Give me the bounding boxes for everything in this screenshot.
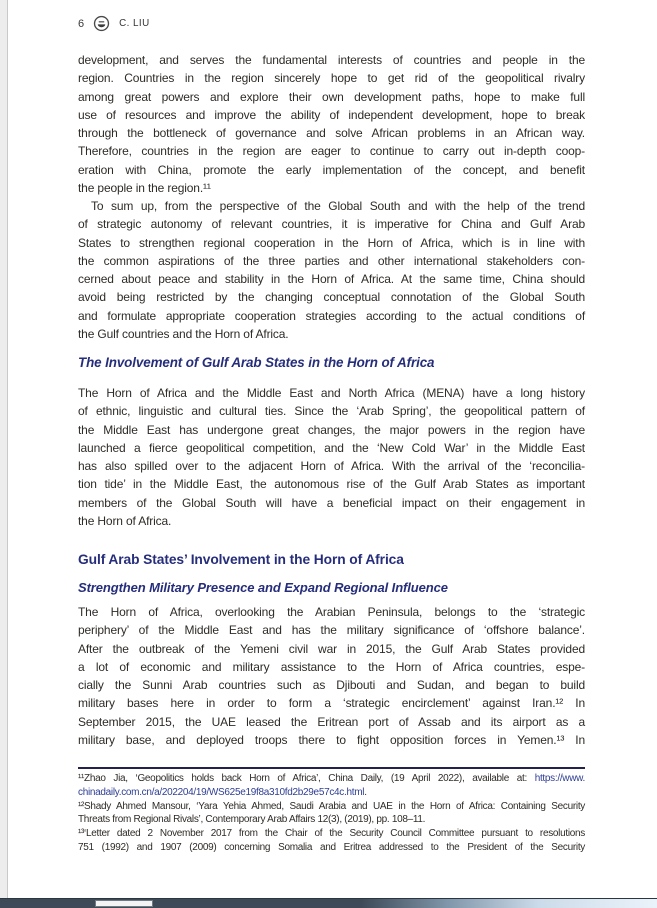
footnote-line: ¹³‘Letter dated 2 November 2017 from the Chair of the Security Council Committee pursuant to resolutions: [78, 828, 585, 840]
text-line: cerned about peace and stability in the Horn of Africa. At the same time, China should: [78, 272, 585, 286]
subsection-heading: Strengthen Military Presence and Expand Regional Influence: [78, 580, 448, 595]
running-author: C. LIU: [119, 18, 150, 29]
paragraph: [78, 51, 585, 197]
paragraph: [78, 603, 585, 749]
text-line: among great powers and explore their own development paths, hope to make full: [78, 89, 585, 104]
text-line: launched a fierce geopolitical competition, and the ‘New Cold War’ in the Middle East: [78, 440, 585, 455]
text-line: military bases here in order to form a ‘strategic encirclement’ against Iran.¹² In: [78, 696, 585, 711]
text-line: region. Countries in the region sincerely hope to get rid of the geopolitical rivalry: [78, 71, 585, 86]
text-line: States to strengthen regional cooperation in the Horn of Africa, which is in line with: [78, 235, 585, 250]
text-line: After the outbreak of the Yemeni civil war in 2015, the Gulf Arab States provided: [78, 641, 585, 656]
text-line: has also spilled over to the adjacent Horn of Africa. With the arrival of the ‘reconcilia-: [78, 459, 585, 473]
footnote-line: ¹²Shady Ahmed Mansour, ‘Yara Yehia Ahmed, Saudi Arabia and UAE in the Horn of Africa: Containing Security: [78, 800, 585, 812]
footnote-line: [78, 772, 585, 786]
text-line: avoid being restricted by the changing conceptual connotation of the Global South: [78, 290, 585, 305]
footnote-url-link[interactable]: https://www.: [534, 773, 585, 784]
text-line: of ethnic, linguistic and cultural ties. Since the ‘Arab Spring’, the geopolitical pattern of: [78, 404, 585, 419]
text-line: through the bottleneck of governance and solve African problems in an African way.: [78, 126, 585, 140]
publisher-logo-icon: [93, 15, 110, 32]
text-line: military base, and deployed troops there to fight opposition forces in Yemen.¹³ In: [78, 732, 585, 747]
text-line: periphery’ of the Middle East and has the military significance of ‘offshore balance’.: [78, 623, 585, 638]
text-line: the people in the region.¹¹: [78, 180, 211, 195]
footnote-line: [78, 786, 585, 800]
text-line: and formulate appropriate cooperation strategies according to the actual conditions of: [78, 308, 585, 323]
page-number: 6: [78, 17, 85, 30]
text-line: To sum up, from the perspective of the Global South and with the help of the trend: [91, 199, 585, 213]
text-line: use of resources and improve the ability of independent development, hope to break: [78, 107, 585, 122]
text-line: the Gulf countries and the Horn of Africa.: [78, 326, 289, 341]
text-line: members of the Global South will have a beneficial impact on their engagement in: [78, 495, 585, 510]
text-line: of strategic autonomy of relevant countries, it is imperative for China and Gulf Arab: [78, 217, 585, 232]
text-line: development, and serves the fundamental interests of countries and people in the: [78, 53, 585, 67]
running-header: [78, 15, 150, 32]
footnote-text: .: [364, 786, 367, 798]
text-line: cially the Sunni Arab countries such as Djibouti and Sudan, and began to build: [78, 678, 585, 692]
text-line: the common aspirations of the three parties and other international stakeholders con-: [78, 253, 585, 268]
text-line: the Middle East has undergone great changes, the major powers in the region have: [78, 422, 585, 437]
page-edge-strip: [0, 0, 8, 908]
section-heading: Gulf Arab States’ Involvement in the Horn of Africa: [78, 552, 404, 567]
text-line: Therefore, countries in the region are eager to continue to carry out in-depth coop-: [78, 144, 585, 159]
footnote-line: 751 (1992) and 1907 (2009) concerning Somalia and Eritrea addressed to the President of the Security: [78, 841, 585, 853]
paragraph: [78, 197, 585, 343]
footnote-line: Threats from Regional Rivals’, Contemporary Arab Affairs 12(3), (2019), pp. 108–11.: [78, 814, 426, 826]
footnote-text: ¹¹Zhao Jia, ‘Geopolitics holds back Horn of Africa’, China Daily, (19 April 2022), available at:: [78, 773, 535, 784]
text-line: The Horn of Africa, overlooking the Arabian Peninsula, belongs to the ‘strategic: [78, 605, 585, 619]
horizontal-scrollbar-track[interactable]: [0, 898, 657, 908]
text-line: eration with China, promote the early implementation of the concept, and benefit: [78, 162, 585, 177]
text-line: the Horn of Africa.: [78, 513, 172, 528]
horizontal-scrollbar-thumb[interactable]: [95, 900, 153, 907]
text-line: September 2015, the UAE leased the Eritrean port of Assab and its airport as a: [78, 714, 585, 729]
footnote-url-link[interactable]: chinadaily.com.cn/a/202204/19/WS625e19f8a310fd2b29e57c4c.html: [78, 786, 365, 798]
paragraph: [78, 384, 585, 530]
text-line: a lot of economic and military assistance to the Horn of Africa countries, espe-: [78, 659, 585, 674]
footnotes: [78, 772, 585, 855]
text-line: The Horn of Africa and the Middle East and North Africa (MENA) have a long history: [78, 386, 585, 400]
footnote-rule: [78, 767, 585, 769]
text-line: tion tide’ in the Middle East, the autonomous rise of the Gulf Arab States as important: [78, 477, 585, 492]
section-heading-italic: The Involvement of Gulf Arab States in the Horn of Africa: [78, 355, 435, 370]
